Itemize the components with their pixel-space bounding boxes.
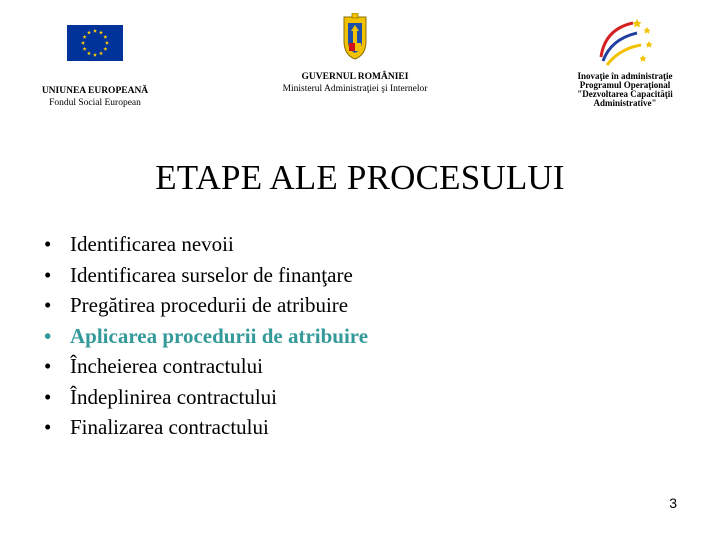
eu-logo-block [20, 25, 170, 109]
bullet: • [44, 354, 52, 378]
step-label: Finalizarea contractului [70, 415, 269, 439]
step-label: Aplicarea procedurii de atribuire [70, 323, 369, 348]
page-number: 3 [669, 495, 677, 511]
process-steps-list [44, 229, 368, 443]
program-caption-line-2: Programul Operaţional [579, 80, 671, 90]
bullet: • [44, 262, 52, 287]
bullet: • [44, 293, 52, 317]
romanian-coat-of-arms-icon [340, 13, 370, 61]
step-label: Încheierea contractului [70, 354, 263, 378]
list-item [44, 290, 368, 321]
program-caption-line-4: Administrative" [593, 98, 657, 108]
program-logo-block [555, 15, 695, 109]
slide-title: ETAPE ALE PROCESULUI [155, 158, 565, 197]
step-label: Pregătirea procedurii de atribuire [70, 293, 349, 317]
program-caption-line-3: "Dezvoltarea Capacităţii [577, 89, 673, 99]
list-item [44, 382, 368, 413]
list-item [44, 412, 368, 443]
list-item [44, 260, 368, 291]
step-label: Identificarea nevoii [70, 232, 234, 256]
bullet: • [44, 323, 52, 348]
government-caption: GUVERNUL ROMÂNIEI [301, 72, 409, 82]
program-caption-line-1: Inovaţie în administraţie [577, 71, 673, 81]
program-logo-icon [593, 15, 657, 73]
list-item [44, 321, 368, 352]
government-logo-block [255, 13, 455, 95]
list-item [44, 229, 368, 260]
bullet: • [44, 415, 52, 439]
step-label: Îndeplinirea contractului [70, 384, 277, 409]
step-label: Identificarea surselor de finanţare [70, 262, 353, 287]
eu-caption: UNIUNEA EUROPEANĂ [41, 86, 149, 96]
bullet: • [44, 384, 52, 409]
list-item [44, 351, 368, 382]
bullet: • [44, 232, 52, 256]
eu-flag-icon [67, 25, 123, 61]
eu-subcaption: Fondul Social European [49, 98, 141, 108]
government-subcaption: Ministerul Administraţiei şi Internelor [282, 84, 428, 94]
